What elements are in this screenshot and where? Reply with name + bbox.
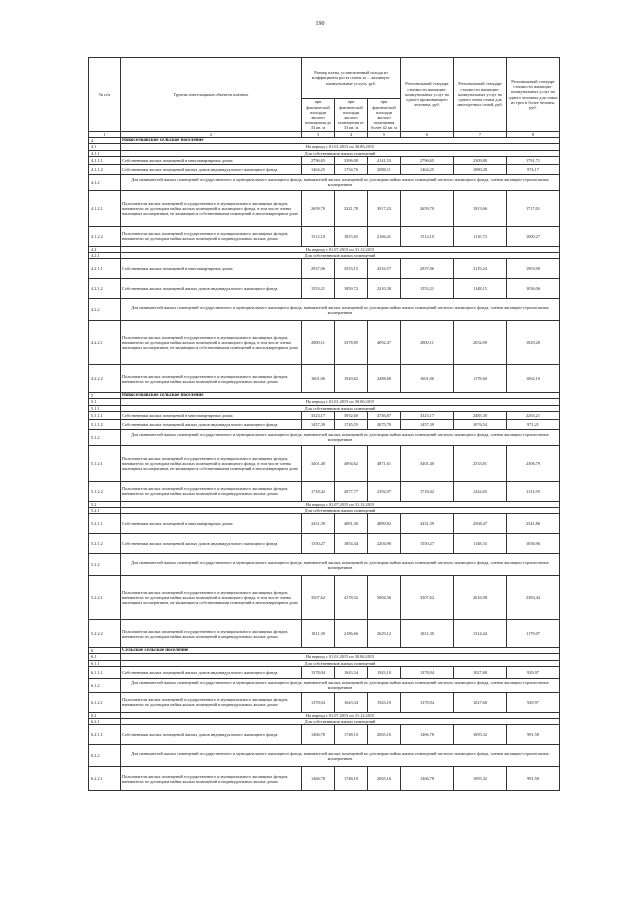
category-row [89,174,560,190]
table-row [89,190,560,226]
value-cell: 1466,78 [401,725,454,745]
column-number: 1 [89,132,121,138]
value-cell: 2629,12 [368,620,401,648]
value-cell: 2616,98 [454,576,507,620]
value-cell: 3396,08 [335,156,368,164]
value-cell: 1512,10 [401,226,454,246]
value-cell: 1643,34 [335,692,368,712]
group-description: Собственники жилых помещений жилых домов индивидуального жилищного фонда [121,279,302,299]
value-cell: 2065,16 [368,725,401,745]
row-number: 6.1 [89,654,121,660]
category-row [89,745,560,767]
row-number: 5.2.1.2 [89,534,121,554]
value-cell: 3401,40 [302,445,335,481]
section-title: Новоселковское сельское поселение [121,393,560,399]
category-row [89,678,560,692]
period-title: Для собственников жилых помещений [121,253,560,259]
value-cell: 1148,15 [454,279,507,299]
row-number: 6.2.2 [89,745,121,767]
row-number: 6.1.1 [89,660,121,666]
period-title: Для собственников жилых помещений [121,405,560,411]
period-title: На период с 01.07.2015 по 31.12.2015 [121,712,560,718]
column-number: 4 [335,132,368,138]
table-row [89,279,560,299]
table-row [89,411,560,419]
row-number: 5.1.1.2 [89,419,121,429]
table-row [89,164,560,174]
value-cell: 991,58 [507,767,560,791]
period-title: Для собственников жилых помещений [121,150,560,156]
value-cell: 1854,44 [335,534,368,554]
value-cell: 4178,32 [335,576,368,620]
period-title: На период с 01.01.2015 по 30.06.2015 [121,144,560,150]
value-cell: 3323,17 [302,411,335,419]
row-number: 4.1.2.1 [89,190,121,226]
value-cell: 2796,65 [401,156,454,164]
value-cell: 4141,53 [368,156,401,164]
value-cell: 1457,39 [302,419,335,429]
value-cell: 1601,06 [302,365,335,393]
group-description: Пользователи жилых помещений государственного и муниципального жилищных фондов, наниматели по договорам найма жилых помещений в индивидуальных жилых домах [121,767,302,791]
column-number: 5 [368,132,401,138]
value-cell: 1550,27 [302,534,335,554]
value-cell: 1745,55 [335,419,368,429]
value-cell: 2210,38 [368,279,401,299]
value-cell: 1913,66 [454,190,507,226]
row-number: 4.1.1.1 [89,156,121,164]
table-row [89,576,560,620]
table-row [89,534,560,554]
group-description: Собственники жилых помещений в многоквартирных домах [121,514,302,534]
group-description: Пользователи жилых помещений государственного и муниципального жилищных фондов, наниматели по договорам найма жилых помещений и жилищного фонда, в том числе члены жилищных кооперативов, не являющиеся собственниками помещений в многоквартирном доме [121,576,302,620]
row-number: 6.2.2.1 [89,767,121,791]
period-title: Для собственников жилых помещений [121,660,560,666]
period-title: На период с 01.01.2015 по 30.06.2015 [121,654,560,660]
value-cell: 1113,59 [507,481,560,501]
header-flat-small: при фактической площади жилого помещения до 33 кв. м [302,99,335,132]
value-cell: 1464,25 [401,164,454,174]
section-title: Сельское сельское поселение [121,648,560,654]
group-description: Пользователи жилых помещений государственного и муниципального жилищных фондов, наниматели по договорам найма жилых помещений и жилищного фонда, в том числе члены жилищных кооперативов, не являющиеся собственниками помещений в многоквартирном доме [121,321,302,365]
value-cell: 1903,90 [507,259,560,279]
group-description: Пользователи жилых помещений государственного и муниципального жилищных фондов, наниматели по договорам найма жилых помещений в индивидуальных жилых домах [121,365,302,393]
value-cell: 4094,62 [335,445,368,481]
header-col-group: Группы плательщиков объектов платных [121,58,302,132]
group-description: Собственники жилых помещений жилых домов индивидуального жилищного фонда [121,534,302,554]
value-cell: 2937,06 [401,259,454,279]
header-flat-medium: при фактической площади жилого помещения от 33 кв. м [335,99,368,132]
value-cell: 1179,07 [507,620,560,648]
value-cell: 1553,21 [302,279,335,299]
row-number: 5.2.2.2 [89,620,121,648]
category-title: Для нанимателей жилых помещений государственного и муниципального жилищного фонда, нанимателей жилых помещений по договорам найма жилых помещений частного жилищного фонда, членов жилищно-строительных кооперативов [121,554,560,576]
row-number: 4.1.2.2 [89,226,121,246]
value-cell: 1466,78 [401,767,454,791]
value-cell: 5004,56 [368,576,401,620]
value-cell: 1754,76 [335,164,368,174]
category-title: Для нанимателей жилых помещений государственного и муниципального жилищного фонда, нанимателей жилых помещений по договорам найма жилых помещений частного жилищного фонда, членов жилищно-строительных кооперативов [121,745,560,767]
value-cell: 1076,54 [454,419,507,429]
value-cell: 4316,57 [368,259,401,279]
value-cell: 3401,40 [401,445,454,481]
category-row [89,554,560,576]
table-row [89,620,560,648]
table-body [89,138,560,791]
row-number: 5.1.2.1 [89,445,121,481]
value-cell: 2077,77 [335,481,368,501]
table-header [89,58,560,138]
value-cell: 3917,23 [368,190,401,226]
table-row [89,156,560,164]
value-cell: 1943,10 [368,692,401,712]
value-cell: 4092,47 [368,321,401,365]
value-cell: 3431,39 [302,514,335,534]
group-description: Собственники жилых помещений в многоквартирных домах [121,411,302,419]
value-cell: 1466,78 [302,767,335,791]
period-title: На период с 01.07.2015 по 31.12.2015 [121,246,560,252]
value-cell: 2568,47 [454,514,507,534]
value-cell: 2309,80 [454,156,507,164]
row-number: 4.2.1 [89,253,121,259]
header-col-standard-family: Региональный стандарт стоимости жилищно-коммунальных услуг на одного человека для семьи из трех и более человек, руб. [507,58,560,132]
value-cell: 2659,70 [401,190,454,226]
row-number: 4.2.1.1 [89,259,121,279]
value-cell: 4081,30 [335,514,368,534]
value-cell: 991,58 [507,725,560,745]
value-cell: 2166,41 [368,226,401,246]
value-cell: 2383,44 [507,576,560,620]
period-title: На период с 01.07.2015 по 31.12.2015 [121,501,560,507]
value-cell: 1095,32 [454,767,507,791]
header-col-standard-large-family: Региональный стандарт стоимости жилищно-коммунальных услуг на одного члена семьи для многодетных семей, руб. [454,58,507,132]
header-col-standard-person: Региональный стандарт стоимости жилищно-коммунальных услуг на одного проживающего человека, руб. [401,58,454,132]
group-description: Пользователи жилых помещений государственного и муниципального жилищных фондов, наниматели по договорам найма жилых помещений и жилищного фонда, в том числе члены жилищных кооперативов, не являющиеся собственниками помещений в многоквартирном доме [121,190,302,226]
value-cell: 4746,87 [368,411,401,419]
value-cell: 1718,42 [302,481,335,501]
value-cell: 1148,33 [454,534,507,554]
category-title: Для нанимателей жилых помещений государственного и муниципального жилищного фонда, нанимателей жилых помещений по договорам найма жилых помещений частного жилищного фонда, членов жилищно-строительных кооперативов [121,429,560,445]
group-description: Собственники жилых помещений в многоквартирных домах [121,259,302,279]
tariff-table [88,57,560,791]
value-cell: 2392,97 [368,481,401,501]
category-row [89,299,560,321]
header-flat-large: при фактической площади жилого помещения более 42 кв. м [368,99,401,132]
value-cell: 1466,78 [302,725,335,745]
value-cell: 2288,68 [368,365,401,393]
value-cell: 1027,68 [454,692,507,712]
value-cell: 2800,11 [401,321,454,365]
row-number: 5.2.1 [89,508,121,514]
value-cell: 1717,01 [507,190,560,226]
category-title: Для нанимателей жилых помещений государственного и муниципального жилищного фонда, нанимателей жилых помещений по договорам найма жилых помещений частного жилищного фонда, членов жилищно-строительных кооперативов [121,299,560,321]
value-cell: 1748,10 [335,725,368,745]
table-row [89,419,560,429]
value-cell: 4871,61 [368,445,401,481]
group-description: Пользователи жилых помещений государственного и муниципального жилищных фондов, наниматели по договорам найма жилых помещений в индивидуальных жилых домах [121,692,302,712]
value-cell: 1859,72 [335,279,368,299]
row-number: 6 [89,648,121,654]
value-cell: 1829,20 [507,321,560,365]
value-cell: 1457,39 [401,419,454,429]
value-cell: 1378,04 [401,692,454,712]
row-number: 6.1.2 [89,678,121,692]
period-title: Для собственников жилых помещений [121,719,560,725]
table-row [89,692,560,712]
value-cell: 1943,10 [368,666,401,678]
value-cell: 1027,68 [454,666,507,678]
row-number: 6.2.1.1 [89,725,121,745]
value-cell: 2265,21 [507,411,560,419]
table-row [89,259,560,279]
value-cell: 2937,06 [302,259,335,279]
row-number: 5.2.1.1 [89,514,121,534]
header-col-growth: Размер платы, установленный исходя из коэффициента роста платы за ... жилищно-коммунальные услуги, руб. [302,58,401,99]
value-cell: 2800,11 [302,321,335,365]
value-cell: 2119,24 [454,259,507,279]
value-cell: 1378,04 [302,666,335,678]
period-title: Для собственников жилых помещений [121,508,560,514]
row-number: 5.1.1 [89,405,121,411]
value-cell: 4889,82 [368,514,401,534]
row-number: 4.2.1.2 [89,279,121,299]
value-cell: 1000,27 [507,226,560,246]
group-description: Пользователи жилых помещений государственного и муниципального жилищных фондов, наниматели по договорам найма жилых помещений в индивидуальных жилых домах [121,620,302,648]
value-cell: 2533,81 [454,445,507,481]
value-cell: 2075,70 [368,419,401,429]
value-cell: 3323,17 [401,411,454,419]
tariff-table-wrapper [88,57,559,791]
category-title: Для нанимателей жилых помещений государственного и муниципального жилищного фонда, нанимателей жилых помещений по договорам найма жилых помещений частного жилищного фонда, членов жилищно-строительных кооперативов [121,174,560,190]
column-number: 2 [121,132,302,138]
value-cell: 1748,10 [335,767,368,791]
group-description: Собственники жилых помещений в многоквартирных домах [121,156,302,164]
value-cell: 3378,85 [335,321,368,365]
row-number: 4.1.1 [89,150,121,156]
category-title: Для нанимателей жилых помещений государственного и муниципального жилищного фонда, нанимателей жилых помещений по договорам найма жилых помещений частного жилищного фонда, членов жилищно-строительных кооперативов [121,678,560,692]
value-cell: 929,97 [507,666,560,678]
value-cell: 2796,65 [302,156,335,164]
value-cell: 1512,10 [302,226,335,246]
row-number: 4.1.1.2 [89,164,121,174]
value-cell: 3952,60 [335,411,368,419]
table-row [89,226,560,246]
value-cell: 1178,60 [454,365,507,393]
column-number: 7 [454,132,507,138]
value-cell: 1378,04 [302,692,335,712]
row-number: 5.2 [89,501,121,507]
group-description: Собственники жилых помещений жилых домов индивидуального жилищного фонда [121,666,302,678]
value-cell: 2065,16 [368,767,401,791]
row-number: 4.2.2.2 [89,365,121,393]
table-row [89,767,560,791]
value-cell: 1815,65 [335,226,368,246]
value-cell: 2186,66 [335,620,368,648]
table-row [89,481,560,501]
table-row [89,666,560,678]
page-number: 190 [315,21,325,27]
value-cell: 974,17 [507,164,560,174]
row-number: 5.2.2 [89,554,121,576]
row-number: 6.2.1 [89,719,121,725]
header-col-no: № п/п [89,58,121,132]
value-cell: 1553,21 [401,279,454,299]
value-cell: 1811,30 [401,620,454,648]
row-number: 6.2 [89,712,121,718]
row-number: 4.1 [89,144,121,150]
value-cell: 929,97 [507,692,560,712]
value-cell: 971,21 [507,419,560,429]
row-number: 4.2.2.1 [89,321,121,365]
value-cell: 1062,10 [507,365,560,393]
value-cell: 2204,98 [368,534,401,554]
category-row [89,429,560,445]
period-title: На период с 01.01.2015 по 30.06.2015 [121,399,560,405]
row-number: 5.1.2 [89,429,121,445]
table-row [89,321,560,365]
column-number: 8 [507,132,560,138]
row-number: 5.1.2.2 [89,481,121,501]
value-cell: 3553,15 [335,259,368,279]
value-cell: 2306,79 [507,445,560,481]
group-description: Пользователи жилых помещений государственного и муниципального жилищных фондов, наниматели по договорам найма жилых помещений в индивидуальных жилых домах [121,226,302,246]
value-cell: 1920,62 [335,365,368,393]
value-cell: 1110,73 [454,226,507,246]
row-number: 5 [89,393,121,399]
value-cell: 2485,30 [454,411,507,419]
value-cell: 1791,71 [507,156,560,164]
value-cell: 1242,65 [454,481,507,501]
group-description: Собственники жилых помещений жилых домов индивидуального жилищного фонда [121,725,302,745]
value-cell: 2088,11 [368,164,401,174]
row-number: 4.2 [89,246,121,252]
table-row [89,365,560,393]
table-row [89,445,560,481]
value-cell: 2032,09 [454,321,507,365]
row-number: 6.1.1.1 [89,666,121,678]
value-cell: 1550,27 [401,534,454,554]
value-cell: 1601,06 [401,365,454,393]
value-cell: 2341,86 [507,514,560,534]
group-description: Пользователи жилых помещений государственного и муниципального жилищных фондов, наниматели по договорам найма жилых помещений и жилищного фонда, в том числе члены жилищных кооперативов, не являющиеся собственниками помещений в многоквартирном доме [121,445,302,481]
row-number: 5.2.2.1 [89,576,121,620]
value-cell: 1378,04 [401,666,454,678]
row-number: 4 [89,138,121,144]
value-cell: 1036,06 [507,279,560,299]
value-cell: 1811,30 [302,620,335,648]
value-cell: 1095,32 [454,725,507,745]
value-cell: 3507,62 [401,576,454,620]
row-number: 5.1 [89,399,121,405]
value-cell: 2659,70 [302,190,335,226]
group-description: Собственники жилых помещений жилых домов индивидуального жилищного фонда [121,419,302,429]
value-cell: 3221,78 [335,190,368,226]
section-title: Новоселковское сельское поселение [121,138,560,144]
column-number: 3 [302,132,335,138]
group-description: Собственники жилых помещений жилых домов индивидуального жилищного фонда [121,164,302,174]
row-number: 4.1.2 [89,174,121,190]
value-cell: 3431,39 [401,514,454,534]
value-cell: 1314,44 [454,620,507,648]
value-cell: 1036,96 [507,534,560,554]
table-row [89,514,560,534]
value-cell: 1464,25 [302,164,335,174]
row-number: 6.1.2.1 [89,692,121,712]
group-description: Пользователи жилых помещений государственного и муниципального жилищных фондов, наниматели по договорам найма жилых помещений в индивидуальных жилых домах [121,481,302,501]
value-cell: 1080,28 [454,164,507,174]
column-number: 6 [401,132,454,138]
row-number: 5.1.1.1 [89,411,121,419]
table-row [89,725,560,745]
value-cell: 1718,42 [401,481,454,501]
row-number: 4.2.2 [89,299,121,321]
value-cell: 1643,34 [335,666,368,678]
value-cell: 3507,62 [302,576,335,620]
